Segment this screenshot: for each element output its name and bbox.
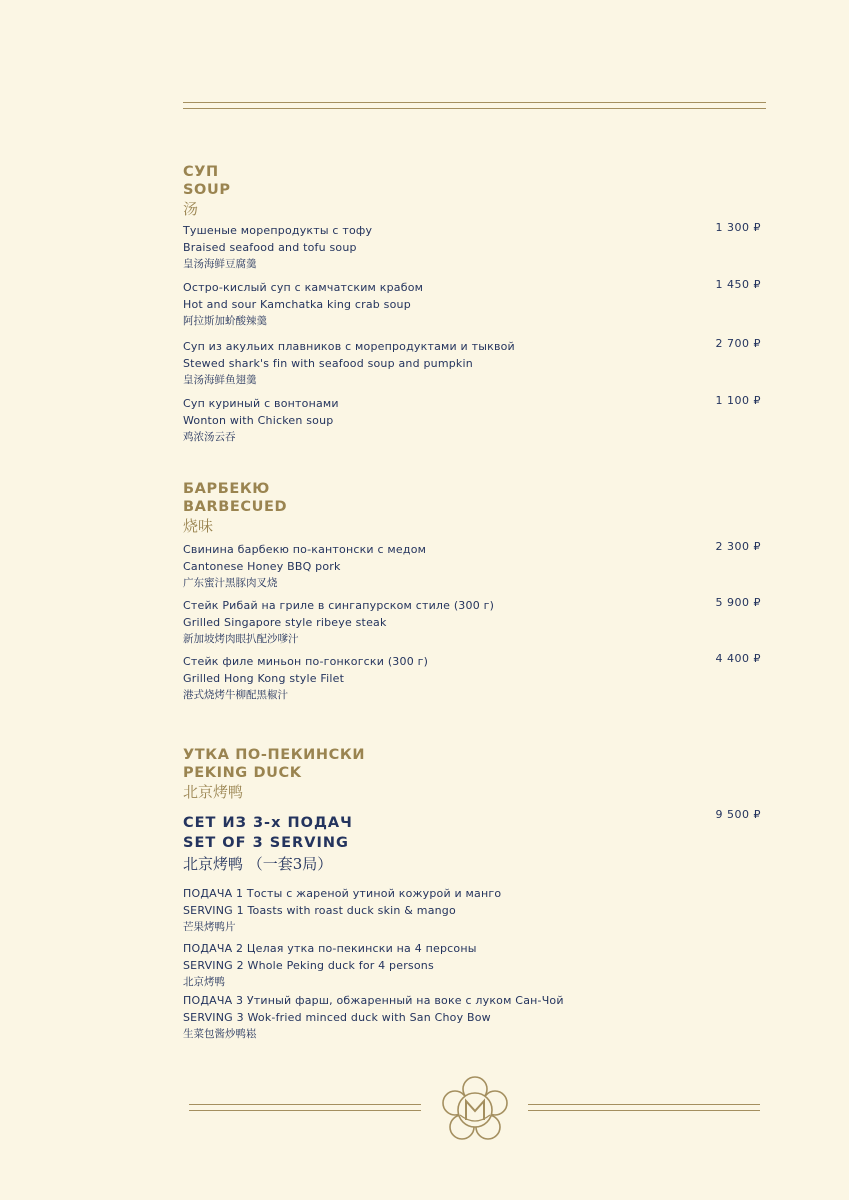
serving-name-zh: 北京烤鸭 (183, 976, 225, 988)
serving-name-zh: 芒果烤鸭片 (183, 921, 236, 933)
item-name-zh: 皇汤海鲜鱼翅羹 (183, 374, 257, 386)
item-name-ru: Стейк филе миньон по-гонкогски (300 г) (183, 655, 429, 668)
item-name-ru: Суп из акульих плавников с морепродуктами и тыквой (183, 340, 515, 353)
item-price: 1 450 ₽ (715, 278, 761, 291)
section-title-ru: СУП (183, 164, 219, 180)
item-name-en: Grilled Hong Kong style Filet (183, 672, 345, 685)
section-title-zh: 烧味 (183, 517, 214, 535)
serving-item (183, 940, 477, 991)
item-price: 4 400 ₽ (715, 652, 761, 665)
section-title-en: SOUP (183, 182, 231, 198)
item-name-zh: 港式烧烤牛柳配黑椒汁 (183, 689, 288, 701)
serving-item (183, 885, 501, 936)
item-price: 5 900 ₽ (715, 596, 761, 609)
menu-item (183, 541, 426, 592)
serving-name-zh: 生菜包酱炒鸭崧 (183, 1028, 257, 1040)
set-title (183, 813, 353, 875)
menu-item (183, 279, 423, 330)
plum-blossom-monogram-icon (440, 1075, 510, 1145)
item-name-zh: 鸡浓汤云吞 (183, 431, 236, 443)
item-price: 2 300 ₽ (715, 540, 761, 553)
item-name-ru: Остро-кислый суп с камчатским крабом (183, 281, 424, 294)
item-name-zh: 阿拉斯加蚧酸辣羹 (183, 315, 267, 327)
serving-name-ru: ПОДАЧА 2 Целая утка по-пекински на 4 персоны (183, 942, 477, 955)
section-title-en: BARBECUED (183, 499, 288, 515)
item-name-en: Cantonese Honey BBQ pork (183, 560, 341, 573)
menu-item (183, 395, 339, 446)
serving-name-ru: ПОДАЧА 3 Утиный фарш, обжаренный на воке с луком Сан-Чой (183, 994, 564, 1007)
item-name-zh: 广东蜜汁黑豚肉叉烧 (183, 577, 278, 589)
item-name-ru: Свинина барбекю по-кантонски с медом (183, 543, 427, 556)
menu-item (183, 597, 494, 648)
menu-item (183, 338, 515, 389)
section-title-ru: УТКА ПО-ПЕКИНСКИ (183, 747, 366, 763)
set-title-ru: СЕТ ИЗ 3-х ПОДАЧ (183, 815, 353, 831)
item-name-ru: Стейк Рибай на гриле в сингапурском стиле (300 г) (183, 599, 495, 612)
set-title-en: SET OF 3 SERVING (183, 835, 349, 851)
menu-item (183, 653, 428, 704)
menu-item (183, 222, 372, 273)
item-name-zh: 皇汤海鲜豆腐羹 (183, 258, 257, 270)
set-title-zh: 北京烤鸭 （一套3局） (183, 855, 333, 873)
item-name-ru: Суп куриный с вонтонами (183, 397, 339, 410)
section-title-ru: БАРБЕКЮ (183, 481, 270, 497)
item-name-en: Stewed shark's fin with seafood soup and pumpkin (183, 357, 473, 370)
item-name-en: Wonton with Chicken soup (183, 414, 334, 427)
section-title-en: PEKING DUCK (183, 765, 302, 781)
set-price: 9 500 ₽ (715, 808, 761, 821)
item-name-en: Braised seafood and tofu soup (183, 241, 357, 254)
item-name-zh: 新加坡烤肉眼扒配沙嗲汁 (183, 633, 299, 645)
serving-item (183, 992, 564, 1043)
section-title-peking-duck (183, 746, 365, 802)
serving-name-en: SERVING 1 Toasts with roast duck skin & mango (183, 904, 456, 917)
item-price: 2 700 ₽ (715, 337, 761, 350)
section-title-zh: 北京烤鸭 (183, 783, 244, 801)
serving-name-en: SERVING 2 Whole Peking duck for 4 persons (183, 959, 434, 972)
bottom-divider-right (528, 1104, 760, 1111)
section-title-zh: 汤 (183, 200, 199, 218)
item-name-en: Grilled Singapore style ribeye steak (183, 616, 387, 629)
item-name-ru: Тушеные морепродукты с тофу (183, 224, 373, 237)
serving-name-ru: ПОДАЧА 1 Тосты с жареной утиной кожурой и манго (183, 887, 502, 900)
item-price: 1 300 ₽ (715, 221, 761, 234)
top-divider (183, 102, 766, 109)
item-price: 1 100 ₽ (715, 394, 761, 407)
serving-name-en: SERVING 3 Wok-fried minced duck with San Choy Bow (183, 1011, 491, 1024)
bottom-divider-left (189, 1104, 421, 1111)
section-title-soup (183, 163, 231, 219)
section-title-barbecued (183, 480, 287, 536)
item-name-en: Hot and sour Kamchatka king crab soup (183, 298, 411, 311)
